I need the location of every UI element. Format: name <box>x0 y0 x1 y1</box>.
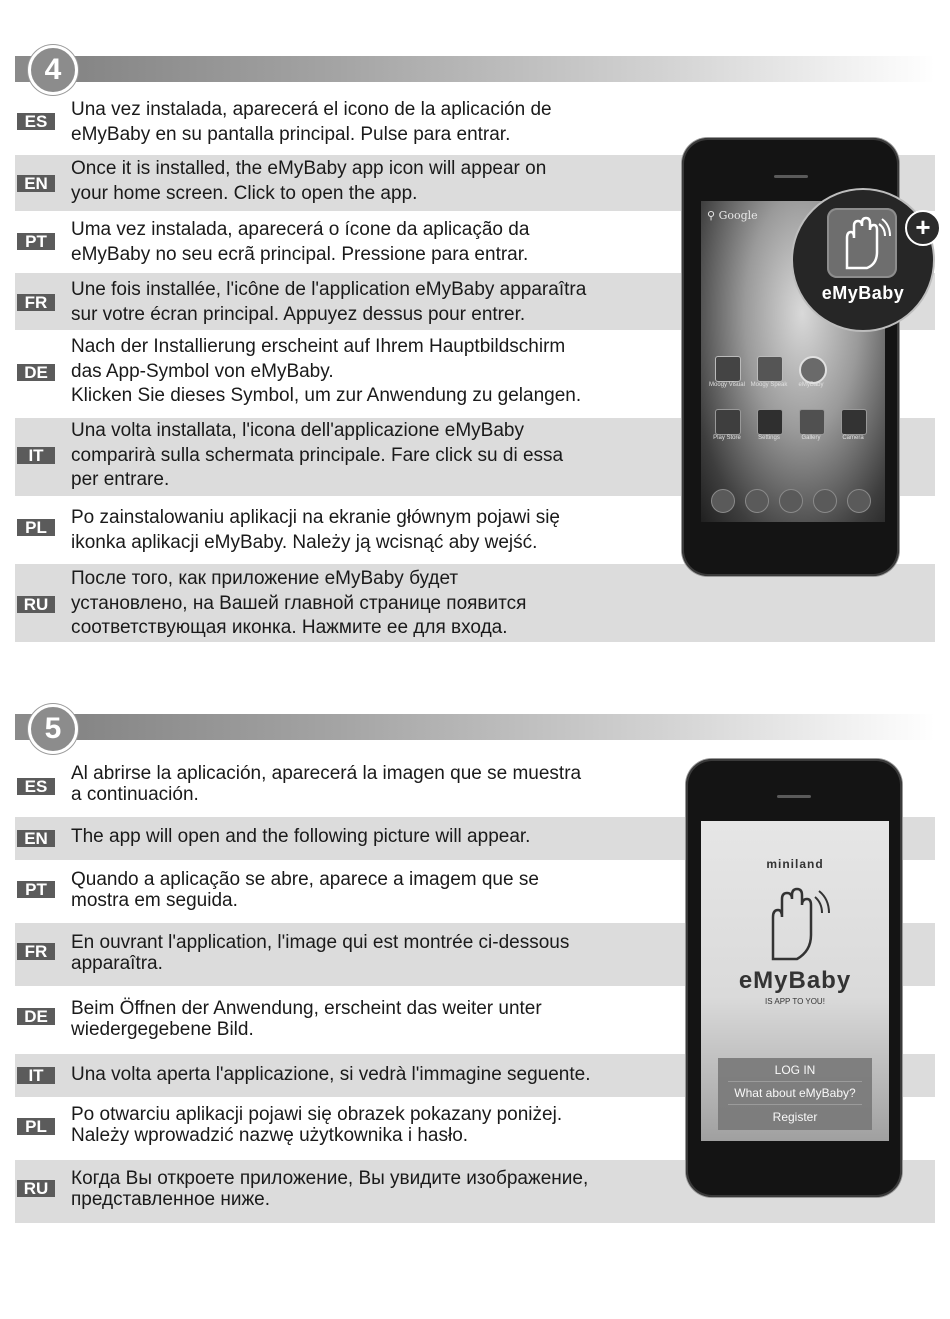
lang-badge-pl: PL <box>17 1118 55 1135</box>
menu-divider <box>728 1104 862 1105</box>
step-4-number: 4 <box>28 45 78 95</box>
lang-badge-ru: RU <box>17 596 55 613</box>
emybaby-logo: eMyBaby <box>738 967 852 994</box>
step-5-header-bar <box>15 714 935 740</box>
line: Uma vez instalada, aparecerá o ícone da aplicação da <box>71 219 530 240</box>
emybaby-app-icon <box>827 208 897 278</box>
line: En ouvrant l'application, l'image qui est montrée ci-dessous <box>71 932 570 953</box>
line: apparaîtra. <box>71 952 163 974</box>
search-icon: ⚲ <box>707 209 716 222</box>
line: per entrare. <box>71 469 170 490</box>
line: Nach der Installierung erscheint auf Ihrem Hauptbildschirm <box>71 336 566 357</box>
line: Po otwarciu aplikacji pojawi się obrazek pokazany poniżej. <box>71 1104 563 1125</box>
app-icon-gallery[interactable] <box>799 409 825 435</box>
line: ikonka aplikacji eMyBaby. Należy ją wcisnąć aby wejść. <box>71 531 538 553</box>
plus-icon: + <box>905 210 941 246</box>
lang-badge-es: ES <box>17 778 55 795</box>
instruction-text <box>71 1065 671 1086</box>
app-splash-screen <box>701 821 889 1141</box>
phone-call-icon[interactable] <box>711 489 735 513</box>
search-placeholder: Google <box>718 209 758 222</box>
app-drawer-icon[interactable] <box>779 489 803 513</box>
line: Al abrirse la aplicación, aparecerá la imagen que se muestra <box>71 763 582 784</box>
instruction-text <box>71 933 671 974</box>
line: Une fois installée, l'icône de l'application eMyBaby apparaîtra <box>71 279 587 300</box>
app-icon-emybaby[interactable] <box>799 356 827 384</box>
line: The app will open and the following picture will appear. <box>71 826 531 847</box>
line: Una volta aperta l'applicazione, si vedrà l'immagine seguente. <box>71 1064 591 1085</box>
instruction-text <box>71 278 671 327</box>
hand-wave-icon <box>827 208 897 278</box>
lang-badge-es: ES <box>17 113 55 130</box>
lang-badge-it: IT <box>17 1067 55 1084</box>
lang-badge-pl: PL <box>17 519 55 536</box>
app-icon-camera[interactable] <box>841 409 867 435</box>
line: Una vez instalada, aparecerá el icono de la aplicación de <box>71 99 552 120</box>
lang-badge-en: EN <box>17 830 55 847</box>
lang-badge-pt: PT <box>17 881 55 898</box>
line: соответствующая иконка. Нажмите ее для входа. <box>71 617 508 638</box>
about-button[interactable]: What about eMyBaby? <box>734 1086 856 1100</box>
app-label: eMyBaby <box>798 382 824 388</box>
instruction-text <box>71 157 671 206</box>
line: Quando a aplicação se abre, aparece a imagem que se <box>71 869 539 890</box>
register-button[interactable]: Register <box>772 1110 818 1124</box>
emybaby-icon-callout <box>791 188 935 332</box>
line: Once it is installed, the eMyBaby app icon will appear on <box>71 158 547 179</box>
line: После того, как приложение eMyBaby будет <box>71 568 459 589</box>
instruction-text <box>71 999 671 1040</box>
app-label: Moogy Visual <box>709 382 745 388</box>
lang-badge-en: EN <box>17 175 55 192</box>
step-4-header-bar <box>15 56 935 82</box>
browser-icon[interactable] <box>847 489 871 513</box>
app-icon-moogy-speak[interactable] <box>757 356 783 382</box>
messages-icon[interactable] <box>813 489 837 513</box>
instruction-text <box>71 1169 671 1210</box>
phone-speaker <box>777 795 811 798</box>
line: Należy wprowadzić nazwę użytkownika i hasło. <box>71 1124 469 1146</box>
login-menu <box>718 1058 872 1130</box>
instruction-text <box>71 567 671 641</box>
line: das App-Symbol von eMyBaby. <box>71 360 334 382</box>
instruction-text <box>71 827 671 848</box>
login-button[interactable]: LOG IN <box>774 1063 816 1077</box>
line: Una volta installata, l'icona dell'applicazione eMyBaby <box>71 420 524 441</box>
instruction-text <box>71 506 671 555</box>
app-label: Gallery <box>801 435 821 441</box>
miniland-logo: miniland <box>766 857 824 871</box>
app-label: Play Store <box>713 435 741 441</box>
app-tagline: IS APP TO YOU! <box>765 997 825 1006</box>
line: mostra em seguida. <box>71 889 238 911</box>
line: a continuación. <box>71 783 199 805</box>
lang-badge-it: IT <box>17 447 55 464</box>
line: your home screen. Click to open the app. <box>71 182 418 204</box>
line: представленное ниже. <box>71 1188 271 1210</box>
instruction-text <box>71 335 671 409</box>
instruction-text <box>71 98 671 147</box>
lang-badge-fr: FR <box>17 294 55 311</box>
phone-speaker <box>774 175 808 178</box>
step-5-number: 5 <box>28 704 78 754</box>
lang-badge-fr: FR <box>17 943 55 960</box>
phone-app-splash <box>686 759 902 1197</box>
app-label: Moogy Speak <box>750 382 788 388</box>
app-label: Settings <box>758 435 780 441</box>
instruction-text <box>71 218 671 267</box>
callout-app-name: eMyBaby <box>821 283 905 303</box>
instruction-text <box>71 419 671 493</box>
instruction-text <box>71 1105 671 1146</box>
hand-wave-icon <box>757 883 833 963</box>
line: wiedergegebene Bild. <box>71 1018 254 1040</box>
instruction-text <box>71 870 671 911</box>
lang-badge-ru: RU <box>17 1180 55 1197</box>
lang-badge-pt: PT <box>17 233 55 250</box>
line: Когда Вы откроете приложение, Вы увидите изображение, <box>71 1168 589 1189</box>
app-label: Camera <box>842 435 864 441</box>
line: comparirà sulla schermata principale. Fare click su di essa <box>71 444 564 466</box>
line: Beim Öffnen der Anwendung, erscheint das weiter unter <box>71 998 542 1019</box>
app-icon-settings[interactable] <box>757 409 783 435</box>
menu-divider <box>728 1081 862 1082</box>
line: Po zainstalowaniu aplikacji na ekranie głównym pojawi się <box>71 507 560 528</box>
line: sur votre écran principal. Appuyez dessus pour entrer. <box>71 303 526 325</box>
app-icon-play-store[interactable] <box>715 409 741 435</box>
contacts-icon[interactable] <box>745 489 769 513</box>
instruction-text <box>71 764 671 805</box>
line: установлено, на Вашей главной странице появится <box>71 592 527 614</box>
app-icon-moogy-visual[interactable] <box>715 356 741 382</box>
line: Klicken Sie dieses Symbol, um zur Anwendung zu gelangen. <box>71 385 582 406</box>
line: eMyBaby no seu ecrã principal. Pressione para entrar. <box>71 243 529 265</box>
line: eMyBaby en su pantalla principal. Pulse para entrar. <box>71 123 511 145</box>
lang-badge-de: DE <box>17 1008 55 1025</box>
lang-badge-de: DE <box>17 364 55 381</box>
